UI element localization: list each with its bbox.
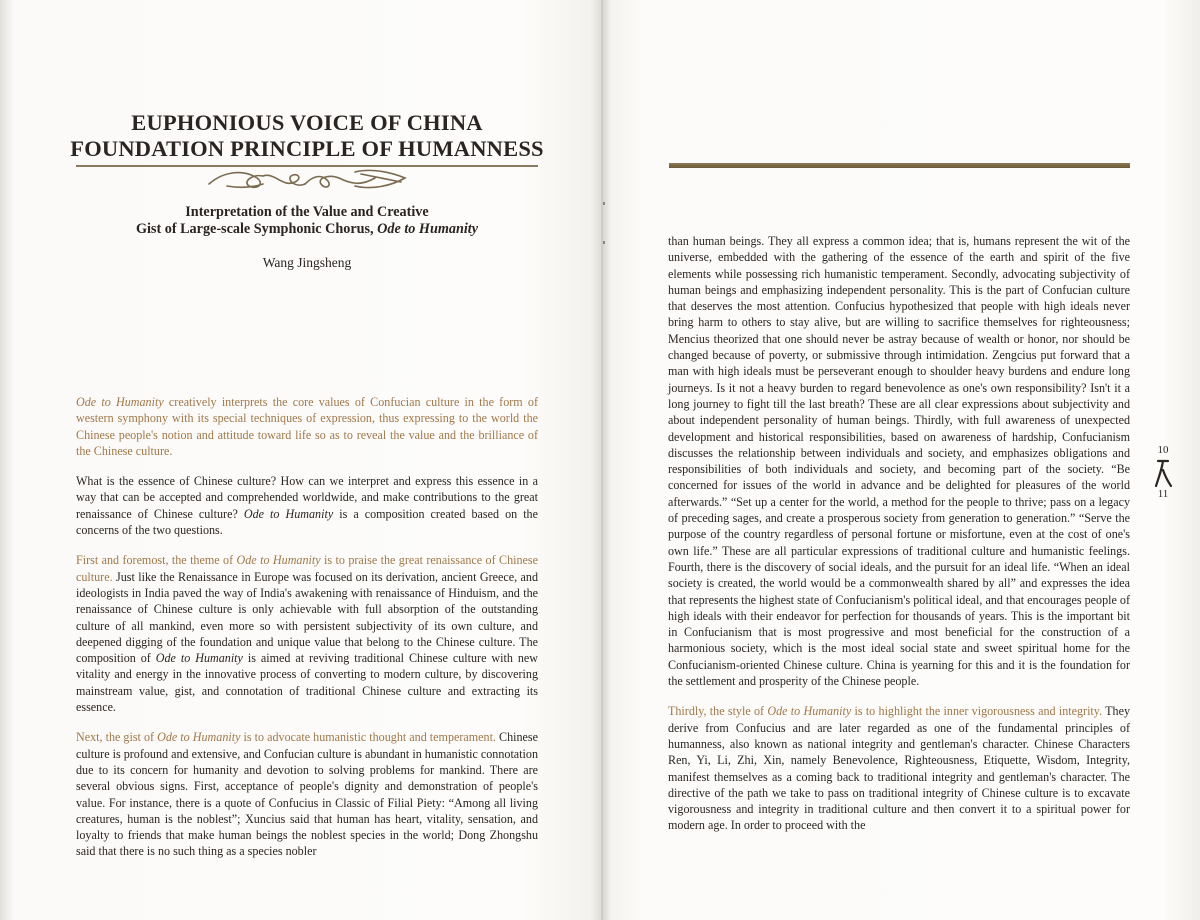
right-paragraph-2-lead-a: Thirdly, the style of (668, 704, 768, 719)
subtitle-line-2-text: Gist of Large-scale Symphonic Chorus, (135, 221, 378, 237)
paragraph-2 (76, 552, 538, 715)
paragraph-1 (76, 473, 538, 538)
subtitle-line-2 (70, 221, 544, 238)
paragraph-2-lead-a: First and foremost, the theme of (76, 553, 237, 568)
title-line-1: EUPHONIOUS VOICE OF CHINA (131, 110, 483, 135)
article-subtitle (70, 204, 544, 238)
print-mark (603, 202, 605, 205)
right-paragraph-2-lead-b: is to highlight the inner vigorousness and integrity. (851, 704, 1103, 719)
paragraph-2-body-b: is aimed at reviving traditional Chinese culture with new vitality and energy in the innovative process of converting to modern culture, by discovering mainstream value, gist, and connotation of traditional Chinese culture and extracting its essence. (76, 651, 538, 715)
paragraph-3 (76, 729, 538, 859)
paragraph-1-text-b: is a composition created based on the concerns of the two questions. (76, 506, 538, 538)
subtitle-work-title: Ode to Humanity (377, 221, 479, 237)
print-mark (603, 241, 605, 244)
right-paragraph-2 (668, 703, 1130, 833)
right-paragraph-2-lead (668, 704, 1102, 718)
paragraph-3-lead-a: Next, the gist of (76, 730, 158, 745)
paragraph-2-body-work-title: Ode to Humanity (155, 651, 243, 666)
right-paragraph-2-work-title: Ode to Humanity (767, 704, 852, 719)
article-title (60, 110, 554, 162)
page-number-right: 11 (1157, 488, 1169, 500)
paragraph-3-lead-b: is to advocate humanistic thought and temperament. (240, 730, 496, 745)
paragraph-3-body: Chinese culture is profound and extensive, and Confucian culture is abundant in humanistic connotation due to its concern for humanity and devotion to solving problems for mankind. There are several obvious signs. First, acceptance of people's dignity and demonstration of people's value. For instance, there is a quote of Confucius in Classic of Filial Piety: “Among all living creatures, human is the noblest”; Xuncius said that human has heart, vitality, sensation, and loyalty to friends that make human beings the noblest species in the world; Dong Zhongshu said that there is no such thing as a species nobler (76, 730, 538, 859)
author-name: Wang Jingsheng (262, 255, 352, 270)
intro-text: creatively interprets the core values of Confucian culture in the form of western symphony with its special techniques of expression, thus expressing to the world the Chinese people's notion and attitude toward life so as to reveal the value and the brilliance of the Chinese culture. (76, 395, 538, 458)
paragraph-1-work-title: Ode to Humanity (243, 506, 334, 521)
paragraph-3-lead (76, 730, 496, 744)
right-paragraph-1: than human beings. They all express a common idea; that is, humans represent the wit of the universe, embedded with the gathering of the essence of the earth and spirit of the five elements while possessing rich humanistic temperament. Secondly, advocating subjectivity of human beings and emphasizing independent personality. This is the part of Confucian culture that deserves the most attention. Confucius hypothesized that people with high ideals never bring harm to others to stay alive, but are willing to sacrifice themselves for righteousness; Mencius theorized that one should never be astray because of wealth or honor, nor should be changed because of poverty, or submissive through intimidation. Zengcius put forward that a man with high ideals must be perseverant enough to shoulder heavy burdens and endure long journeys. Is it not a heavy burden to regard benevolence as one's own responsibility? Isn't it a long journey to fight till the last breath? These are all clear expressions about subjectivity and about independent personality of human beings. Thirdly, with full awareness of unexpected development and historical responsibilities, based on awareness of hardship, Confucianism discusses the relationship between individuals and society, and emphasizes obligations and responsibilities of both individuals and society, and becoming part of the society. “Be concerned for issues of the world in advance and be delighted for pleasures of the world afterwards.” “Set up a center for the world, a method for the people to thrive; pass on a legacy of preceding sages, and create a prosperous society from generation to generation.” “Serve the purpose of the country regardless of personal fortune or misfortune, even at the cost of one's own life.” These are all particular expressions of traditional culture and humanistic feelings. Fourth, there is the discovery of social ideals, and the pursuit for an ideal life. “When an ideal society is created, the world would be a commonwealth shared by all” and expresses the idea that represents the highest state of Confucianism's political ideal, and that encourages people of high ideals with their endeavor for perfection for thousands of years. This is the important bit in Confucianism that is most progressive and most beneficial for the construction of a harmonious society, which is the most ideal social state and sweet spiritual home for the Confucianism-oriented Chinese culture. China is yearning for this and it is the foundation for the settlement and prosperity of the Chinese people. (668, 234, 1130, 689)
ren-character-icon (1154, 458, 1172, 488)
paragraph-2-lead-b: is to praise the great renaissance of Chinese culture. (76, 553, 538, 584)
intro-work-title: Ode to Humanity (76, 395, 164, 409)
flourish-ornament-icon (205, 166, 410, 194)
paragraph-2-lead-work-title: Ode to Humanity (236, 553, 321, 568)
intro-paragraph (76, 394, 538, 459)
right-text-column (668, 233, 1130, 848)
title-line-2: FOUNDATION PRINCIPLE OF HUMANNESS (70, 136, 544, 161)
paragraph-3-lead-work-title: Ode to Humanity (157, 730, 241, 745)
paragraph-1-text-a: What is the essence of Chinese culture? How can we interpret and express this essence in a way that can be accepted and comprehended worldwide, and make contributions to the great renaissance of Chinese culture? (76, 474, 538, 521)
subtitle-line-1: Interpretation of the Value and Creative (185, 204, 429, 220)
left-text-column (76, 394, 538, 874)
right-header-rule (669, 163, 1130, 168)
paragraph-2-body-a: Just like the Renaissance in Europe was focused on its derivation, ancient Greece, and ideologists in India paved the way of India's awakening with renaissance of Hinduism, and the renaissance of Chinese culture is only achievable with full absorption of the outstanding culture of all mankind, even more so with persistent subjectivity of its own culture, and deepened digging of the foundation and unique value that belong to the Chinese culture. The composition of (76, 569, 538, 666)
page-number-left: 10 (1157, 444, 1169, 456)
right-paragraph-2-body: They derive from Confucius and are later regarded as one of the fundamental principles of humanness, also known as national integrity and gentleman's character. Chinese Characters Ren, Yi, Li, Zhi, Xin, namely Benevolence, Righteousness, Etiquette, Wisdom, Integrity, manifest themselves as a coming back to traditional integrity and gentleman's character. The directive of the path we take to pass on traditional integrity of Chinese culture is to excavate vigorousness and integrity in traditional culture and then convert it to a spiritual power for modern age. In order to proceed with the (668, 704, 1130, 833)
